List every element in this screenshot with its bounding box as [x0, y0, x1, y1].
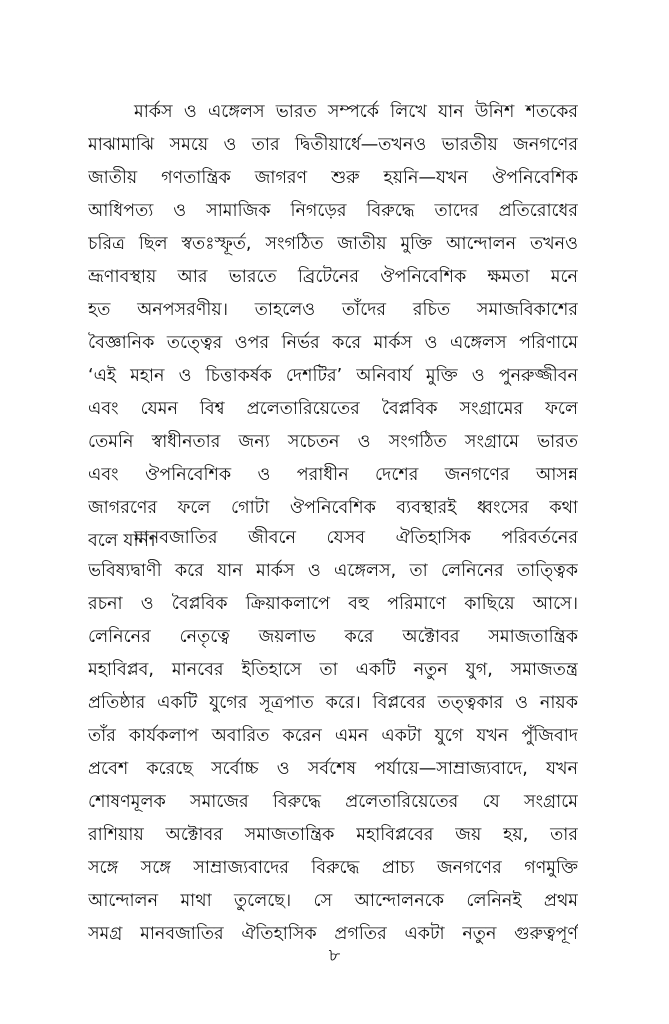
text-line: রচনা ও বৈপ্লবিক ক্রিয়াকলাপে বহু পরিমাণে কাছিয়ে আসে।	[88, 594, 578, 614]
text-line: সঙ্গে সঙ্গে সাম্রাজ্যবাদের বিরুদ্ধে প্রাচ্য জনগণের গণমুক্তি	[88, 858, 578, 878]
text-line: তেমনি স্বাধীনতার জন্য সচেতন ও সংগঠিত সংগ্রামে ভারত	[88, 432, 578, 452]
text-line: জাতীয় গণতান্ত্রিক জাগরণ শুরু হয়নি—যখন ঔপনিবেশিক	[88, 168, 578, 188]
text-line: ভবিষ্যদ্বাণী করে যান মার্কস ও এঙ্গেলস, তা লেনিনের তাত্ত্বিক	[88, 561, 578, 581]
text-line: ‘এই মহান ও চিত্তাকর্ষক দেশটির’ অনিবার্য মুক্তি ও পুনরুজ্জীবন	[88, 366, 578, 386]
paragraph-2	[88, 522, 578, 951]
text-line: হত অনপসরণীয়। তাহলেও তাঁদের রচিত সমাজবিকাশের	[88, 300, 578, 320]
text-line: জাগরণের ফলে গোটা ঔপনিবেশিক ব্যবস্থারই ধ্বংসের কথা	[88, 498, 578, 518]
text-line: মানবজাতির জীবনে যেসব ঐতিহাসিক পরিবর্তনের	[134, 528, 578, 548]
text-line: মহাবিপ্লব, মানবের ইতিহাসে তা একটি নতুন যুগ, সমাজতন্ত্র	[88, 660, 578, 680]
text-line: সমগ্র মানবজাতির ঐতিহাসিক প্রগতির একটা নতুন গুরুত্বপূর্ণ	[88, 924, 578, 944]
text-line: মাঝামাঝি সময়ে ও তার দ্বিতীয়ার্ধে—তখনও ভারতীয় জনগণের	[88, 135, 578, 155]
text-line: এবং যেমন বিশ্ব প্রলেতারিয়েতের বৈপ্লবিক সংগ্রামের ফলে	[88, 399, 578, 419]
text-line: রাশিয়ায় অক্টোবর সমাজতান্ত্রিক মহাবিপ্লবের জয় হয়, তার	[88, 825, 578, 845]
text-line: ভ্রূণাবস্থায় আর ভারতে ব্রিটেনের ঔপনিবেশিক ক্ষমতা মনে	[88, 267, 578, 287]
text-line: মার্কস ও এঙ্গেলস ভারত সম্পর্কে লিখে যান উনিশ শতকের	[134, 102, 578, 122]
paragraph-1	[88, 96, 578, 558]
text-line: এবং ঔপনিবেশিক ও পরাধীন দেশের জনগণের আসন্ন	[88, 465, 578, 485]
text-line: প্রবেশ করেছে সর্বোচ্চ ও সর্বশেষ পর্যায়ে—সাম্রাজ্যবাদে, যখন	[88, 759, 578, 779]
text-line: তাঁর কার্যকলাপ অবারিত করেন এমন একটা যুগে যখন পুঁজিবাদ	[88, 726, 578, 746]
text-line: প্রতিষ্ঠার একটি যুগের সূত্রপাত করে। বিপ্লবের তত্ত্বকার ও নায়ক	[88, 693, 578, 713]
text-line: আন্দোলন মাথা তুলেছে। সে আন্দোলনকে লেনিনই প্রথম	[88, 891, 578, 911]
text-line: লেনিনের নেতৃত্বে জয়লাভ করে অক্টোবর সমাজতান্ত্রিক	[88, 627, 578, 647]
text-line: বৈজ্ঞানিক তত্ত্বের ওপর নির্ভর করে মার্কস ও এঙ্গেলস পরিণামে	[88, 333, 578, 353]
text-line: আধিপত্য ও সামাজিক নিগড়ের বিরুদ্ধে তাদের প্রতিরোধের	[88, 201, 578, 221]
text-line: শোষণমূলক সমাজের বিরুদ্ধে প্রলেতারিয়েতের যে সংগ্রামে	[88, 792, 578, 812]
text-line: চরিত্র ছিল স্বতঃস্ফূর্ত, সংগঠিত জাতীয় মুক্তি আন্দোলন তখনও	[88, 234, 578, 254]
page-number: ৮	[328, 945, 341, 966]
text-line: বলে যান।	[88, 531, 156, 551]
